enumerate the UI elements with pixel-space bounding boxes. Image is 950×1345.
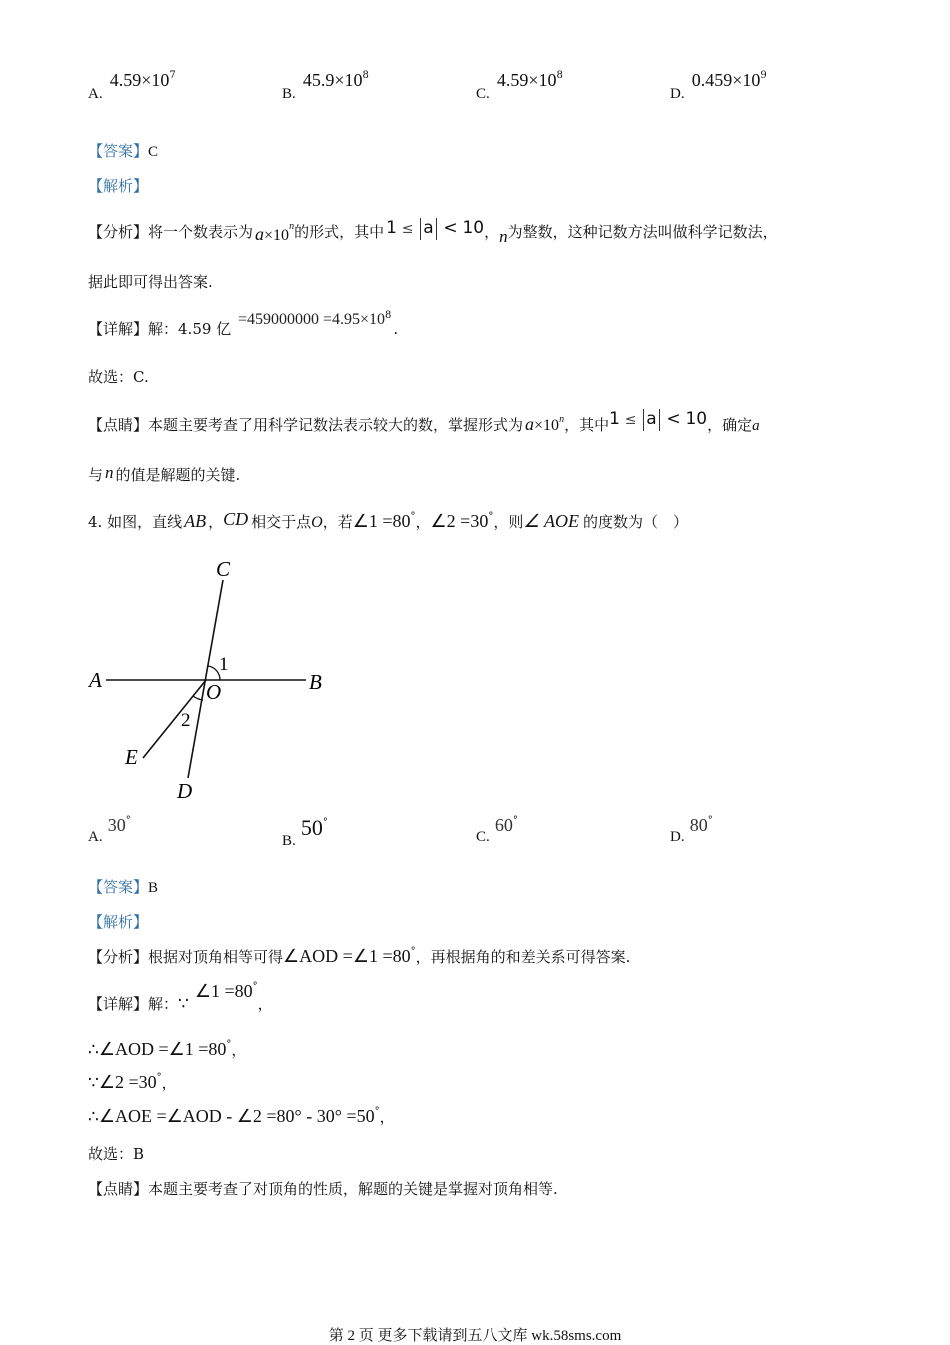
stem-o: O [311, 514, 323, 531]
q4-detail [88, 981, 273, 1016]
label-angle-1: 1 [219, 654, 229, 675]
option-degree: ° [512, 815, 518, 826]
therefore-symbol: ∴ [88, 1107, 99, 1127]
stem-ab: AB [184, 511, 207, 531]
q4-option-b [282, 815, 328, 851]
option-value: 80 [689, 815, 708, 835]
q4-analysis-tag: 【解析】 [88, 913, 149, 931]
n-var: n [499, 227, 508, 246]
abs-bar-left [643, 409, 644, 431]
option-exponent: 7 [169, 70, 176, 81]
option-value: 30 [107, 815, 126, 835]
because-symbol: ∵ [178, 994, 189, 1014]
ineq-one: 1 [609, 409, 620, 429]
ineq-ten: 10 [685, 409, 708, 429]
option-exponent: 8 [556, 70, 563, 81]
ineq-le: ≤ [624, 412, 637, 428]
stem-text: 相交于点 [251, 513, 312, 531]
stem-deg2: ° [488, 511, 494, 522]
q4-option-a [88, 815, 131, 846]
answer-tag: 【答案】 [88, 142, 149, 160]
stem-text: ，则 [493, 513, 524, 531]
q4-option-c [476, 815, 518, 846]
q3-analysis-tag: 【解析】 [88, 177, 149, 195]
dianjing-line2-post: 的值是解题的关键. [115, 466, 241, 484]
stem-angle2: ∠2 =30 [430, 511, 489, 531]
label-angle-2: 2 [181, 710, 191, 731]
q4-step-3 [88, 1107, 395, 1129]
stem-angle1: ∠1 =80 [352, 511, 411, 531]
ineq-lt: < [666, 409, 681, 429]
option-letter: B. [282, 86, 296, 102]
option-degree: ° [125, 815, 131, 826]
answer-value: C [148, 144, 159, 160]
therefore-symbol: ∴ [88, 1040, 99, 1060]
option-letter: A. [88, 86, 103, 102]
dianjing-text: ，确定 [707, 416, 753, 434]
step-math: ∠2 =30 [98, 1072, 157, 1092]
fenxi-text: 根据对顶角相等可得 [148, 948, 284, 966]
q3-choose: 故选：C. [88, 368, 149, 386]
expr-exp: n [289, 221, 295, 232]
dianjing-text: 本题主要考查了对顶角的性质，解题的关键是掌握对顶角相等. [148, 1180, 558, 1198]
option-letter: A. [88, 829, 103, 845]
label-b: B [309, 670, 322, 694]
detail-tag: 【详解】 [88, 995, 149, 1013]
option-letter: B. [282, 833, 296, 849]
expr-a: a [525, 414, 535, 434]
fenxi-tag: 【分析】 [88, 223, 149, 241]
option-times: ×10 [334, 70, 363, 90]
abs-bar-right [436, 218, 437, 240]
option-times: ×10 [528, 70, 557, 90]
q4-step-1 [88, 1040, 246, 1062]
q4-step-2 [88, 1073, 177, 1095]
step-end: ， [231, 1041, 247, 1059]
q4-option-d [670, 815, 713, 846]
detail-text: 解：4.59 亿 [148, 320, 232, 338]
stem-text: 的度数为（ ） [582, 513, 688, 531]
abs-bar-right [659, 409, 660, 431]
q3-answer [88, 142, 158, 161]
step-deg: ° [374, 1106, 380, 1117]
stem-angle3: ∠ AOE [523, 511, 579, 531]
option-mantissa: 4.59 [109, 70, 142, 90]
angle-figure [80, 555, 340, 805]
stem-deg1: ° [410, 511, 416, 522]
expr-exp: n [559, 414, 565, 425]
q3-dianjing [88, 409, 760, 437]
fenxi-text: 为整数，这种记数方法叫做科学记数法， [507, 223, 778, 241]
stem-comma: ， [208, 513, 224, 531]
step-math: ∠AOD =∠1 =80 [98, 1039, 227, 1059]
q4-choose: 故选：B [88, 1145, 145, 1163]
q4-dianjing [88, 1180, 558, 1198]
fenxi-text: ，再根据角的和差关系可得答案. [415, 948, 631, 966]
detail-math: ∠1 =80 [194, 981, 253, 1001]
expr-a: a [255, 224, 265, 244]
answer-tag: 【答案】 [88, 878, 149, 896]
q3-option-b [282, 70, 369, 103]
label-c: C [216, 557, 231, 581]
fenxi-text: 将一个数表示为 [148, 223, 254, 241]
option-exponent: 9 [760, 70, 767, 81]
ineq-a: a [646, 409, 657, 429]
step-end: ， [161, 1074, 177, 1092]
detail-end: . [393, 320, 399, 338]
fenxi-comma: ， [484, 223, 500, 241]
dianjing-text: ，其中 [564, 416, 610, 434]
step-deg: ° [156, 1072, 162, 1083]
option-degree: ° [322, 817, 328, 828]
ineq-a: a [423, 218, 434, 238]
fenxi-text: 的形式，其中 [294, 223, 385, 241]
option-letter: C. [476, 86, 490, 102]
detail-math: =459000000 =4.95×10 [237, 311, 386, 328]
option-mantissa: 0.459 [691, 70, 733, 90]
dianjing-tag: 【点睛】 [88, 416, 149, 434]
abs-bar-left [420, 218, 421, 240]
q3-fenxi [88, 218, 778, 246]
detail-deg: ° [252, 981, 258, 992]
q3-dianjing-line2 [88, 463, 241, 484]
option-times: ×10 [732, 70, 761, 90]
step-deg: ° [226, 1039, 232, 1050]
option-letter: C. [476, 829, 490, 845]
dianjing-text: 本题主要考查了用科学记数法表示较大的数，掌握形式为 [148, 416, 524, 434]
stem-text: 4. 如图，直线 [88, 513, 183, 531]
fenxi-math: ∠AOD =∠1 =80 [283, 946, 411, 966]
fenxi-deg: ° [410, 946, 416, 957]
dianjing-line2-pre: 与 [88, 466, 104, 484]
stem-text: ，若 [322, 513, 353, 531]
option-times: ×10 [141, 70, 170, 90]
option-letter: D. [670, 829, 685, 845]
option-value: 50 [300, 815, 323, 840]
option-value: 60 [494, 815, 513, 835]
option-exponent: 8 [362, 70, 369, 81]
q3-option-d [670, 70, 767, 103]
detail-tag: 【详解】 [88, 320, 149, 338]
line-cd [188, 580, 223, 778]
line-oe [143, 680, 206, 758]
detail-text: 解： [148, 995, 179, 1013]
q3-option-c [476, 70, 563, 103]
n-var: n [105, 463, 114, 482]
option-mantissa: 45.9 [302, 70, 335, 90]
label-o: O [206, 680, 222, 704]
option-degree: ° [707, 815, 713, 826]
answer-value: B [148, 880, 159, 896]
detail-end: ， [257, 995, 273, 1013]
label-d: D [177, 779, 193, 803]
q4-fenxi [88, 947, 630, 969]
stem-cd: CD [223, 509, 249, 529]
page-footer: 第 2 页 更多下载请到五八文库 wk.58sms.com [328, 1328, 622, 1344]
option-letter: D. [670, 86, 685, 102]
step-math: ∠AOE =∠AOD - ∠2 =80° - 30° =50 [98, 1106, 375, 1126]
dianjing-tag: 【点睛】 [88, 1180, 149, 1198]
fenxi-tag: 【分析】 [88, 948, 149, 966]
q3-fenxi-line2: 据此即可得出答案. [88, 273, 213, 291]
ineq-lt: < [443, 218, 458, 238]
expr-times: ×10 [264, 227, 290, 244]
expr-times: ×10 [534, 417, 560, 434]
q4-answer [88, 878, 158, 897]
q3-option-a [88, 70, 176, 103]
a-var: a [752, 418, 760, 434]
ineq-one: 1 [386, 218, 397, 238]
label-a: A [89, 668, 102, 692]
step-end: ， [379, 1108, 395, 1126]
stem-comma: ， [415, 513, 431, 531]
q4-stem [88, 509, 688, 534]
detail-exp: 8 [385, 310, 392, 321]
ineq-le: ≤ [401, 221, 414, 237]
label-e: E [125, 745, 138, 769]
option-mantissa: 4.59 [496, 70, 529, 90]
because-symbol: ∵ [88, 1073, 99, 1093]
ineq-ten: 10 [462, 218, 485, 238]
